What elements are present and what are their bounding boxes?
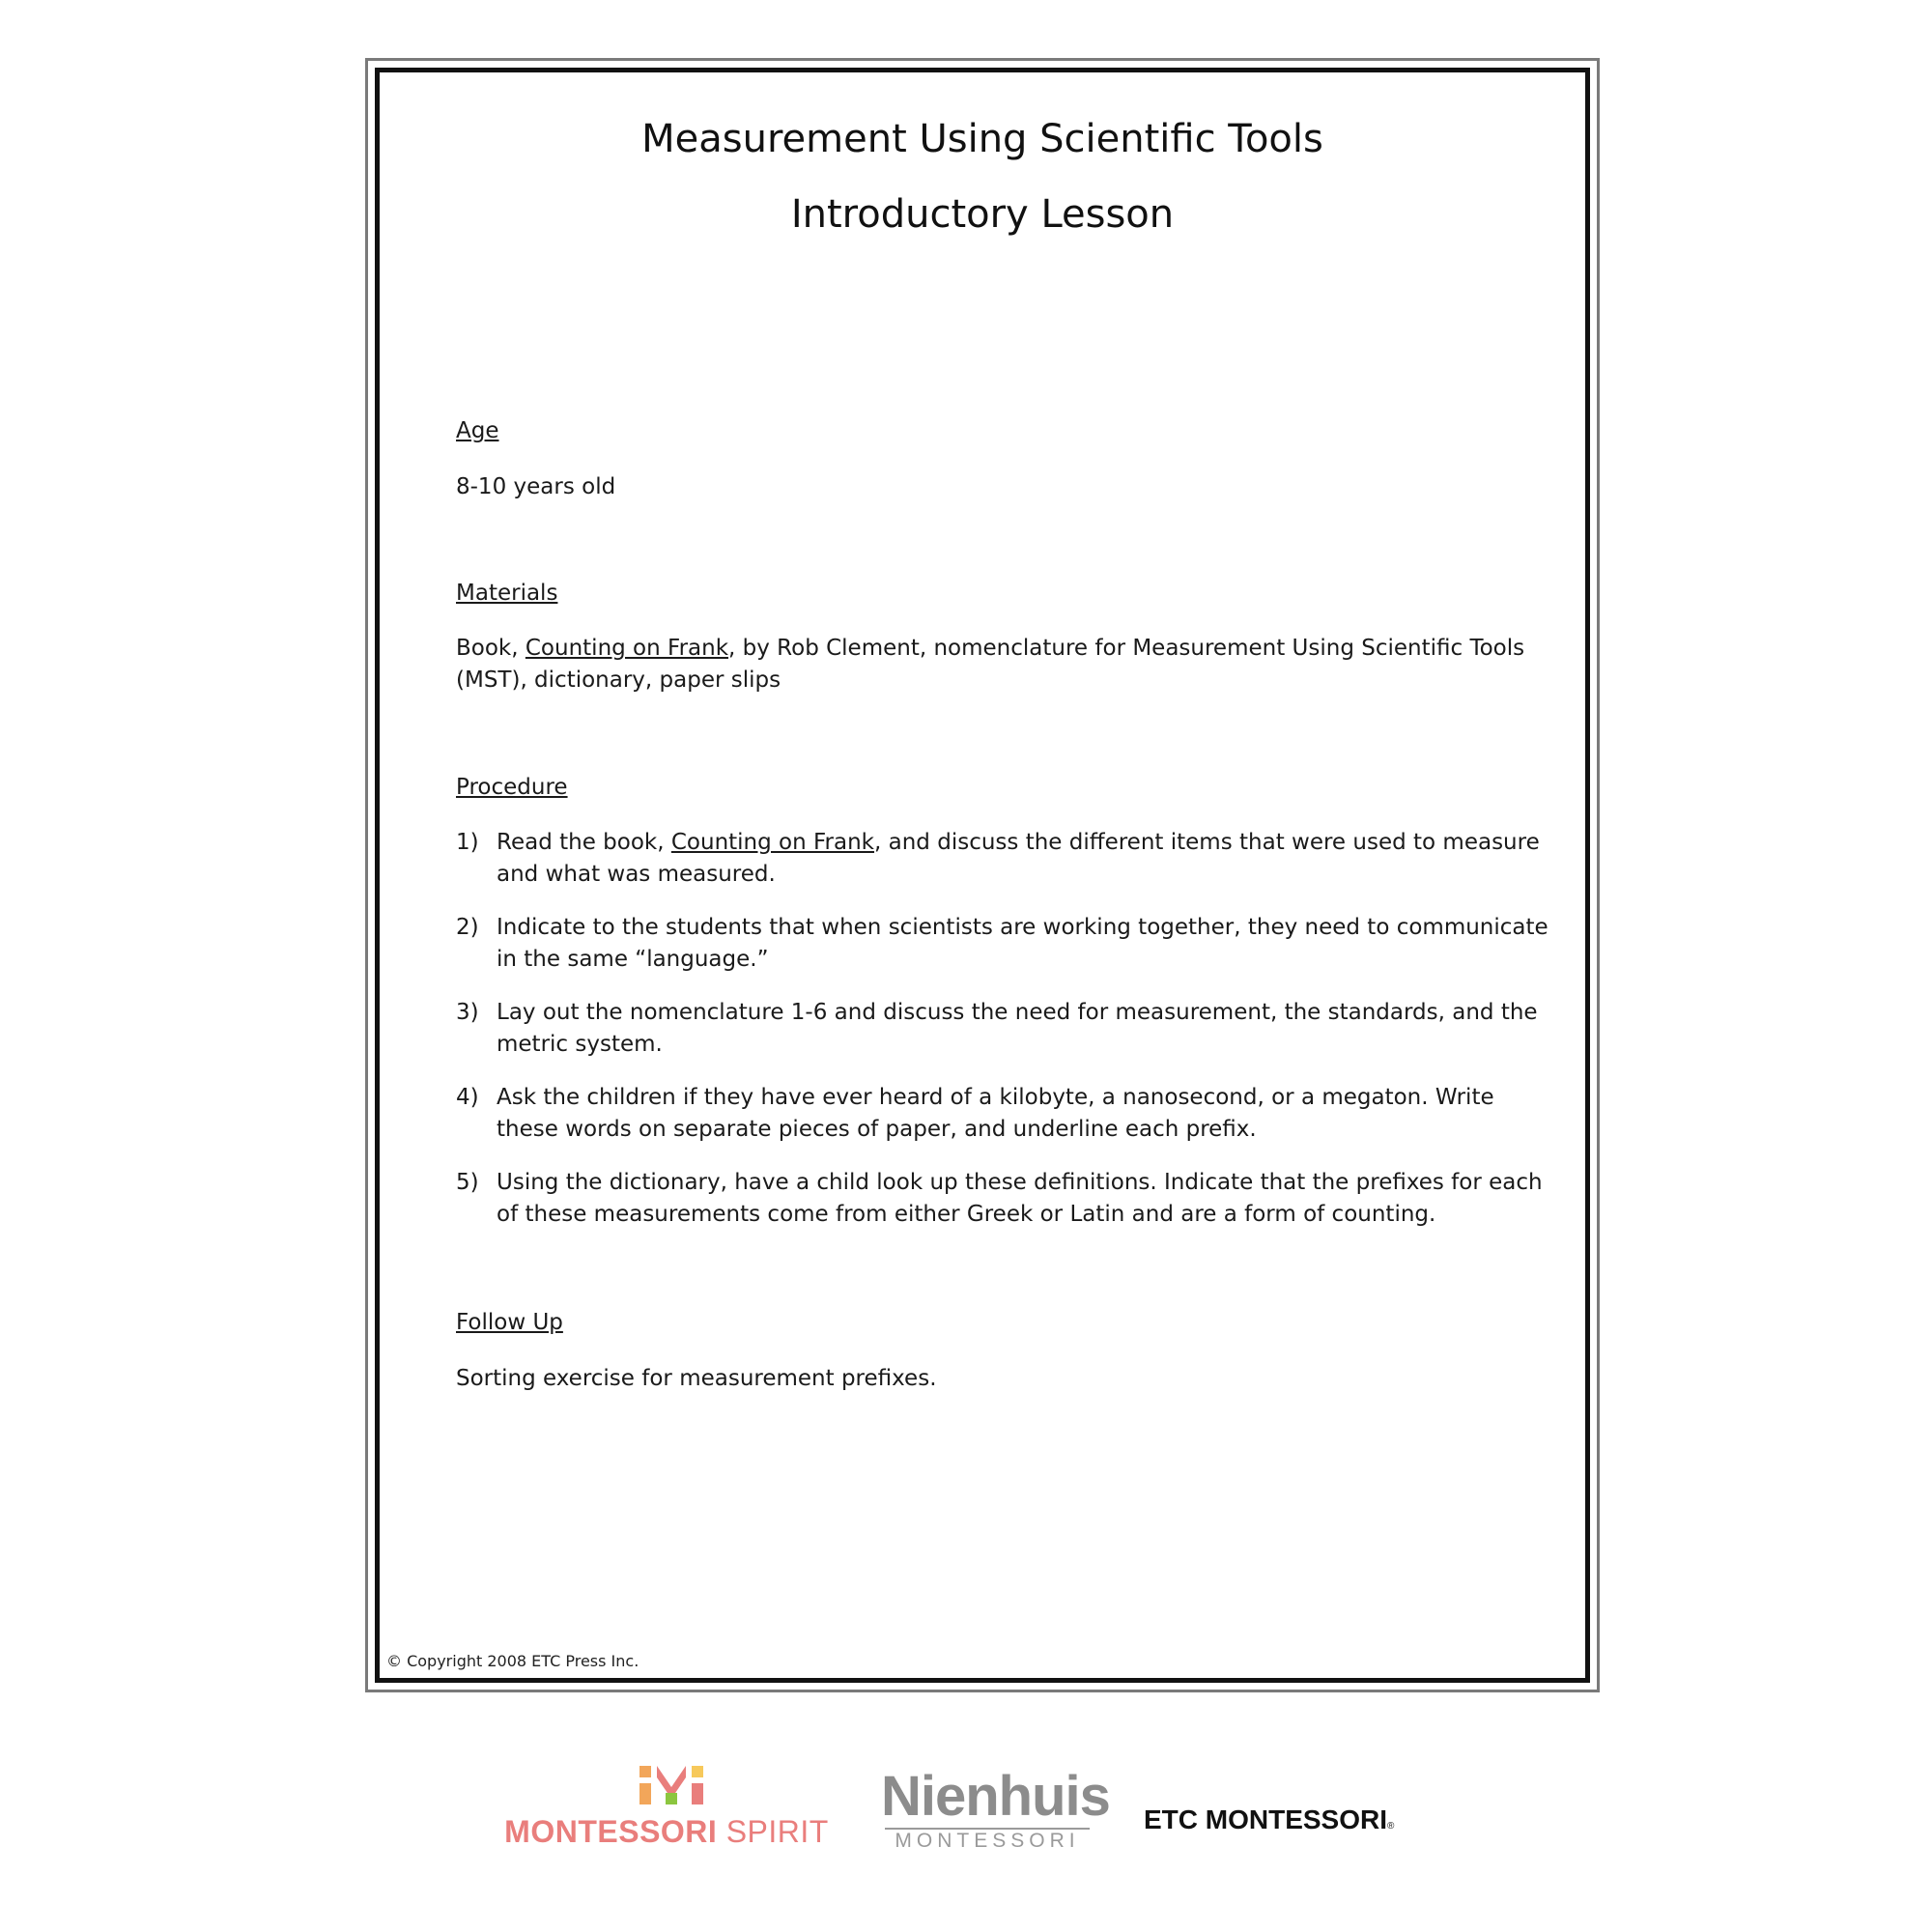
procedure-list	[456, 827, 1557, 1252]
materials-text	[456, 633, 1557, 696]
procedure-step-number: 2)	[456, 915, 479, 940]
procedure-step-text: Ask the children if they have ever heard of a kilobyte, a nanosecond, or a megaton. Write these words on separate pieces of paper, and underline each prefix.	[497, 1085, 1494, 1142]
materials-text-before: Book,	[456, 636, 526, 661]
montessori-spirit-wordmark-light: SPIRIT	[717, 1814, 829, 1849]
materials-heading: Materials	[456, 581, 558, 606]
registered-mark: ®	[1387, 1821, 1395, 1832]
age-text: 8-10 years old	[456, 474, 616, 499]
etc-montessori-logo	[1144, 1804, 1434, 1835]
age-heading: Age	[456, 418, 499, 443]
procedure-step-text-after: , and discuss the different items that were used to measure and what was measured.	[497, 830, 1540, 887]
follow-up-text: Sorting exercise for measurement prefixes.	[456, 1366, 937, 1391]
procedure-step	[456, 1082, 1557, 1146]
procedure-step-number: 3)	[456, 1000, 479, 1025]
document-title: Measurement Using Scientific Tools	[641, 117, 1323, 161]
nienhuis-logo	[881, 1765, 1110, 1855]
procedure-step-number: 4)	[456, 1085, 479, 1110]
procedure-step	[456, 912, 1557, 976]
procedure-step-text: Using the dictionary, have a child look up these definitions. Indicate that the prefixes for each of these measurements come from either Greek or Latin and are a form of counting.	[497, 1170, 1543, 1227]
materials-text-after: , by Rob Clement, nomenclature for Measurement Using Scientific Tools (MST), dictionary, paper slips	[456, 636, 1525, 693]
procedure-step-number: 1)	[456, 830, 479, 855]
procedure-step-book-title: Counting on Frank	[670, 830, 875, 855]
copyright-notice: © Copyright 2008 ETC Press Inc.	[386, 1652, 639, 1670]
montessori-spirit-wordmark-bold: MONTESSORI	[504, 1814, 718, 1849]
montessori-spirit-logo	[502, 1764, 831, 1851]
document-subtitle: Introductory Lesson	[790, 192, 1175, 237]
procedure-heading: Procedure	[456, 775, 568, 800]
procedure-step-text-before: Read the book,	[497, 830, 671, 855]
nienhuis-wordmark: Nienhuis	[881, 1765, 1110, 1828]
montessori-spirit-mark-icon	[639, 1764, 703, 1806]
procedure-step-text: Indicate to the students that when scientists are working together, they need to communicate in the same “language.”	[497, 915, 1548, 972]
follow-up-heading: Follow Up	[456, 1310, 563, 1335]
materials-book-title: Counting on Frank	[525, 636, 729, 661]
procedure-step-number: 5)	[456, 1170, 479, 1195]
document-frame	[365, 58, 1600, 1692]
etc-montessori-wordmark: ETC MONTESSORI	[1144, 1804, 1388, 1834]
document-page	[375, 68, 1590, 1683]
procedure-step-text: Lay out the nomenclature 1-6 and discuss the need for measurement, the standards, and the metric system.	[497, 1000, 1538, 1057]
procedure-step	[456, 1167, 1557, 1231]
procedure-step	[456, 827, 1557, 891]
procedure-step	[456, 997, 1557, 1061]
montessori-spirit-wordmark	[502, 1814, 831, 1850]
nienhuis-subtitle: MONTESSORI	[895, 1830, 1080, 1852]
